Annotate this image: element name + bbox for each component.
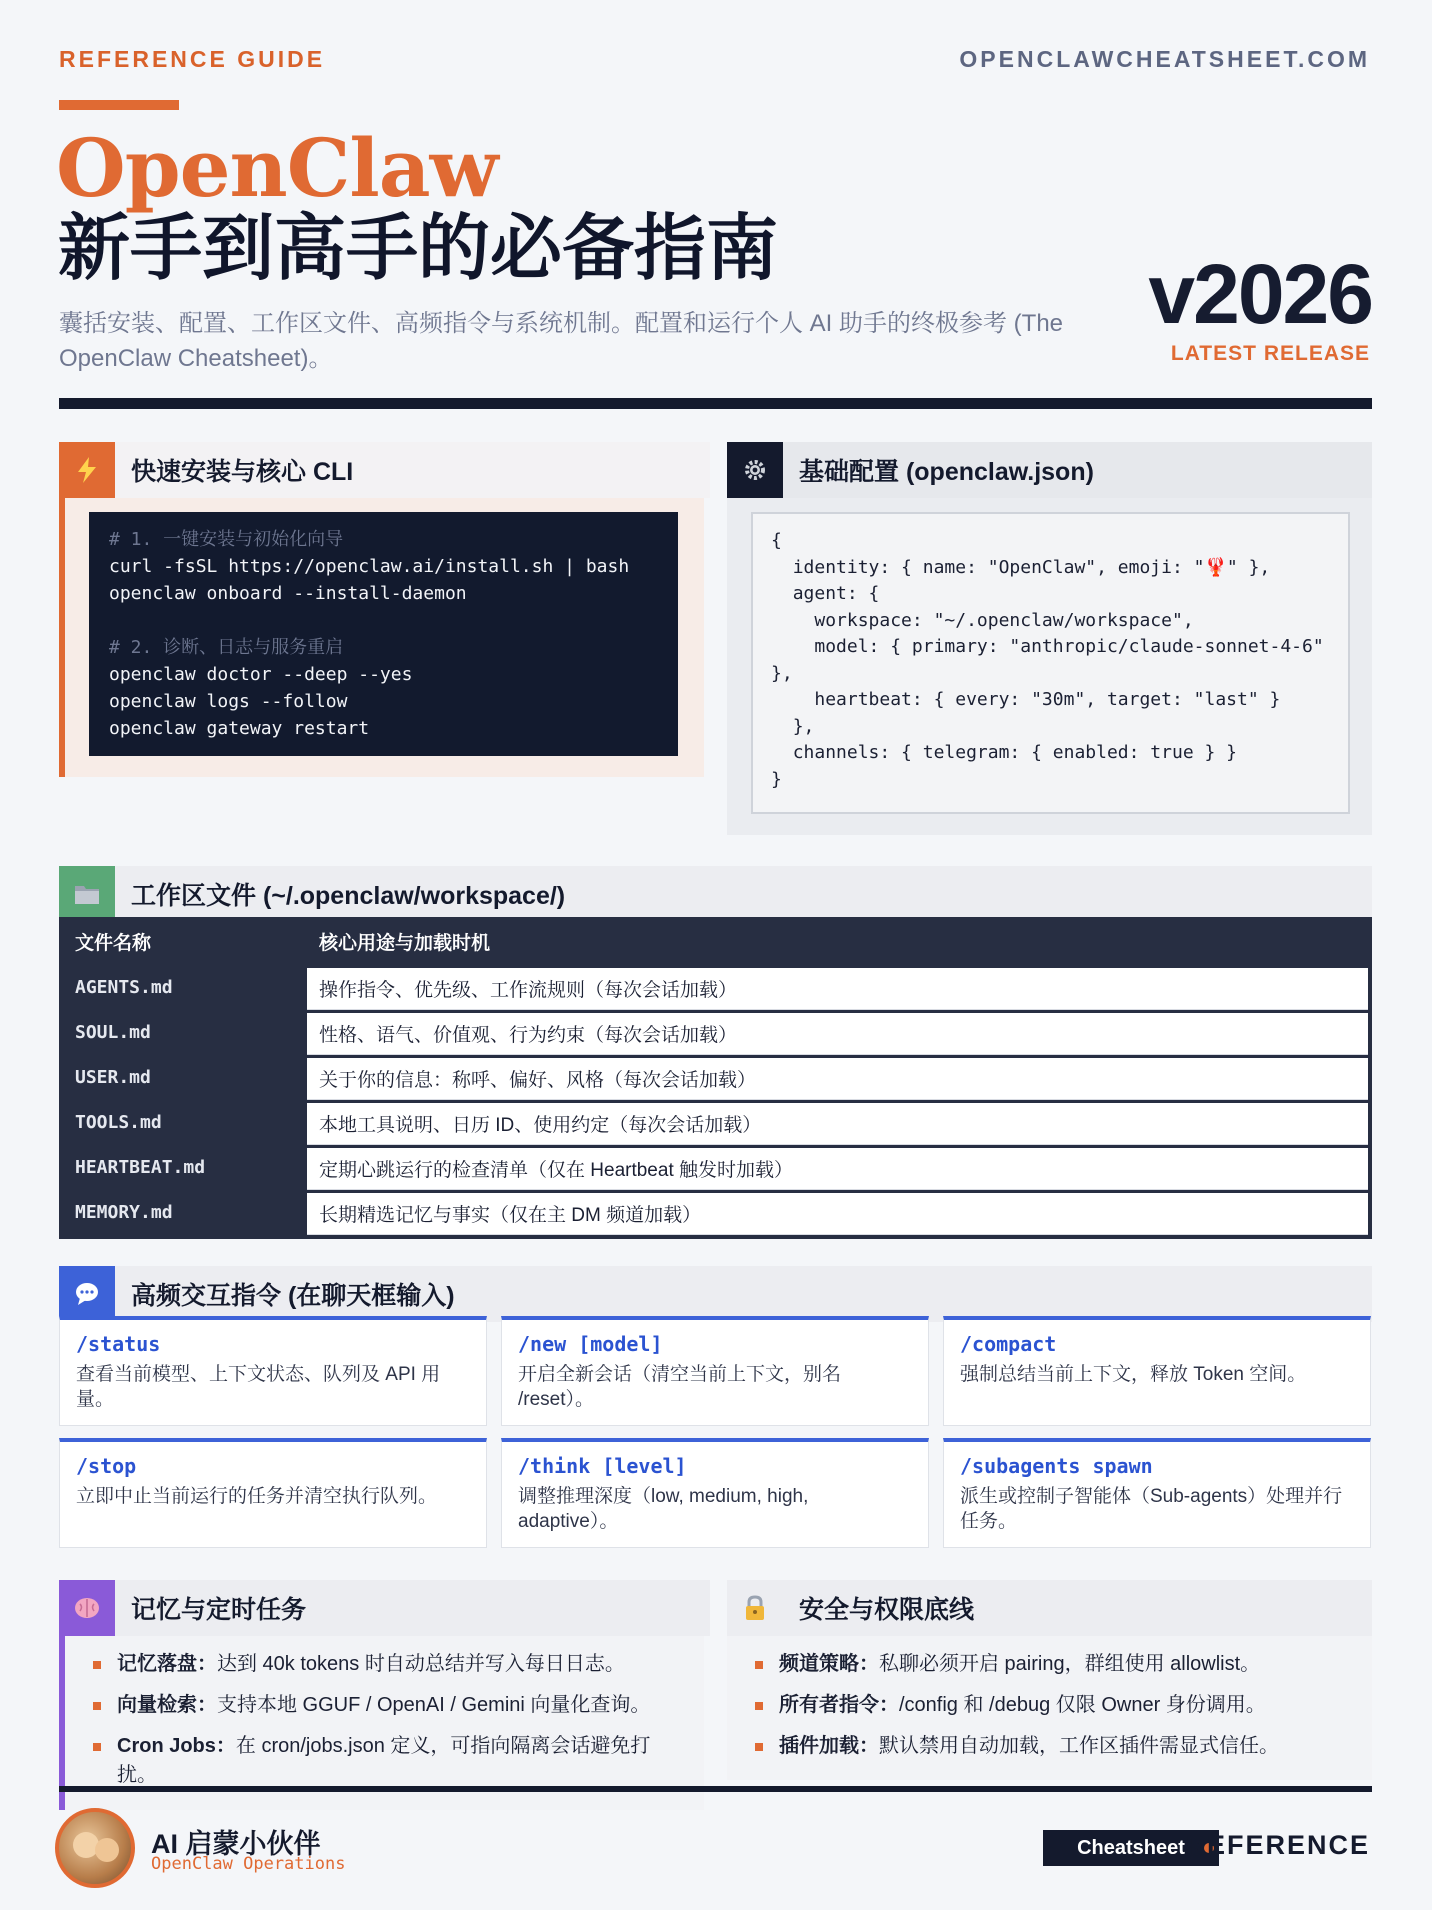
command-name: /subagents spawn (960, 1454, 1153, 1478)
commands-header (59, 1266, 1372, 1322)
brand-subtitle: OpenClaw Operations (151, 1854, 346, 1874)
list-item (93, 1732, 683, 1790)
file-name: SOUL.md (75, 1022, 151, 1043)
memory-list (93, 1650, 683, 1802)
terminal-command: openclaw onboard --install-daemon (109, 583, 467, 604)
file-description: 长期精选记忆与事实（仅在主 DM 频道加载） (307, 1193, 1368, 1235)
terminal-command: curl -fsSL https://openclaw.ai/install.sh | bash (109, 556, 630, 577)
install-header (59, 442, 710, 498)
header-rule (59, 398, 1372, 409)
security-title: 安全与权限底线 (799, 1596, 975, 1624)
file-description: 关于你的信息：称呼、偏好、风格（每次会话加载） (307, 1058, 1368, 1100)
item-label: 向量检索： (117, 1694, 217, 1716)
list-item (755, 1691, 1345, 1720)
brain-icon (59, 1580, 115, 1636)
avatar (55, 1808, 135, 1888)
config-card (727, 442, 1372, 835)
version: v2026 (1148, 247, 1372, 341)
command-card (59, 1438, 487, 1548)
terminal-comment: # 1. 一键安装与初始化向导 (109, 529, 344, 550)
command-description: 派生或控制子智能体（Sub-agents）处理并行任务。 (960, 1486, 1343, 1532)
workspace-header (59, 866, 1372, 922)
list-item (93, 1650, 683, 1679)
file-description: 本地工具说明、日历 ID、使用约定（每次会话加载） (307, 1103, 1368, 1145)
command-description: 开启全新会话（清空当前上下文，别名 /reset）。 (518, 1364, 842, 1410)
file-name: USER.md (75, 1067, 151, 1088)
chat-bubble-icon (59, 1266, 115, 1322)
command-name: /compact (960, 1332, 1057, 1356)
lightning-icon (59, 442, 115, 498)
command-card (501, 1316, 929, 1426)
command-card (943, 1438, 1371, 1548)
item-label: Cron Jobs： (117, 1735, 236, 1757)
item-text: 支持本地 GGUF / OpenAI / Gemini 向量化查询。 (217, 1694, 651, 1716)
command-name: /think [level] (518, 1454, 687, 1478)
table-row (59, 1055, 1368, 1100)
table-row (59, 1190, 1368, 1235)
command-name: /new [model] (518, 1332, 663, 1356)
list-item (755, 1650, 1345, 1679)
item-label: 记忆落盘： (117, 1653, 217, 1675)
file-description: 操作指令、优先级、工作流规则（每次会话加载） (307, 968, 1368, 1010)
header-file: 文件名称 (75, 932, 152, 954)
item-label: 所有者指令： (779, 1694, 899, 1716)
command-description: 立即中止当前运行的任务并清空执行队列。 (76, 1486, 438, 1507)
command-card (501, 1438, 929, 1548)
command-description: 强制总结当前上下文，释放 Token 空间。 (960, 1364, 1307, 1385)
table-row (59, 1010, 1368, 1055)
table-row (59, 1145, 1368, 1190)
item-text: 默认禁用自动加载，工作区插件需显式信任。 (879, 1735, 1279, 1757)
install-title: 快速安装与核心 CLI (131, 458, 354, 486)
security-list (755, 1650, 1345, 1773)
release-label: LATEST RELEASE (1170, 342, 1370, 365)
commands-title: 高频交互指令 (在聊天框输入) (131, 1282, 455, 1310)
command-card (59, 1316, 487, 1426)
table-row (59, 965, 1368, 1010)
site-url: OPENCLAWCHEATSHEET.COM (959, 46, 1370, 72)
command-card (943, 1316, 1371, 1426)
file-description: 定期心跳运行的检查清单（仅在 Heartbeat 触发时加载） (307, 1148, 1368, 1190)
file-name: AGENTS.md (75, 977, 173, 998)
command-name: /stop (76, 1454, 137, 1478)
terminal-command: openclaw doctor --deep --yes (109, 664, 413, 685)
terminal-comment: # 2. 诊断、日志与服务重启 (109, 637, 344, 658)
cheatsheet-badge: Cheatsheet (1043, 1830, 1219, 1866)
terminal-command: openclaw gateway restart (109, 718, 370, 739)
list-item (755, 1732, 1345, 1761)
item-label: 插件加载： (779, 1735, 879, 1757)
table-header (59, 917, 1368, 965)
file-description: 性格、语气、价值观、行为约束（每次会话加载） (307, 1013, 1368, 1055)
item-text: 在 cron/jobs.json 定义，可指向隔离会话避免打扰。 (117, 1735, 651, 1786)
footer-rule (59, 1786, 1372, 1792)
accent-bar (59, 100, 179, 110)
lock-icon (727, 1580, 783, 1636)
item-text: 私聊必须开启 pairing，群组使用 allowlist。 (879, 1653, 1261, 1675)
config-title: 基础配置 (openclaw.json) (799, 458, 1094, 486)
command-name: /status (76, 1332, 161, 1356)
workspace-title: 工作区文件 (~/.openclaw/workspace/) (131, 882, 566, 910)
table-row (59, 1100, 1368, 1145)
avatar-face-right (95, 1838, 119, 1862)
terminal-command (109, 607, 658, 634)
folder-icon (59, 866, 115, 922)
subtitle: 囊括安装、配置、工作区文件、高频指令与系统机制。配置和运行个人 AI 助手的终极参考 (The OpenClaw Cheatsheet)。 (59, 310, 1064, 372)
item-text: 达到 40k tokens 时自动总结并写入每日日志。 (217, 1653, 625, 1675)
terminal-command: openclaw logs --follow (109, 691, 348, 712)
config-header (727, 442, 1372, 498)
memory-header (59, 1580, 710, 1636)
command-description: 查看当前模型、上下文状态、队列及 API 用量。 (76, 1364, 441, 1410)
command-description: 调整推理深度（low, medium, high, adaptive）。 (518, 1486, 809, 1532)
brand-name: AI 启蒙小伙伴 (151, 1829, 321, 1859)
title-en: OpenClaw (56, 121, 498, 215)
install-card (59, 442, 704, 777)
security-header (727, 1580, 1372, 1636)
gear-icon (727, 442, 783, 498)
item-text: /config 和 /debug 仅限 Owner 身份调用。 (899, 1694, 1266, 1716)
memory-card (59, 1580, 704, 1810)
install-terminal (89, 512, 678, 756)
list-item (93, 1691, 683, 1720)
file-name: MEMORY.md (75, 1202, 173, 1223)
item-label: 频道策略： (779, 1653, 879, 1675)
memory-title: 记忆与定时任务 (131, 1596, 307, 1624)
workspace-table (59, 917, 1372, 1239)
file-name: TOOLS.md (75, 1112, 162, 1133)
title-zh: 新手到高手的必备指南 (58, 209, 779, 289)
header-desc: 核心用途与加载时机 (319, 932, 491, 954)
reference-label: REFERENCE (1185, 1830, 1370, 1860)
config-code: { identity: { name: "OpenClaw", emoji: "🦞" }, agent: { workspace: "~/.openclaw/workspace", model: { primary: "anthropic/claude-sonnet-4-6" }, heartbeat: { every: "30m", target: "last" } }, channels: { telegram: { enabled: true } } } (751, 512, 1350, 814)
security-card (727, 1580, 1372, 1780)
kicker: REFERENCE GUIDE (59, 46, 326, 72)
file-name: HEARTBEAT.md (75, 1157, 206, 1178)
